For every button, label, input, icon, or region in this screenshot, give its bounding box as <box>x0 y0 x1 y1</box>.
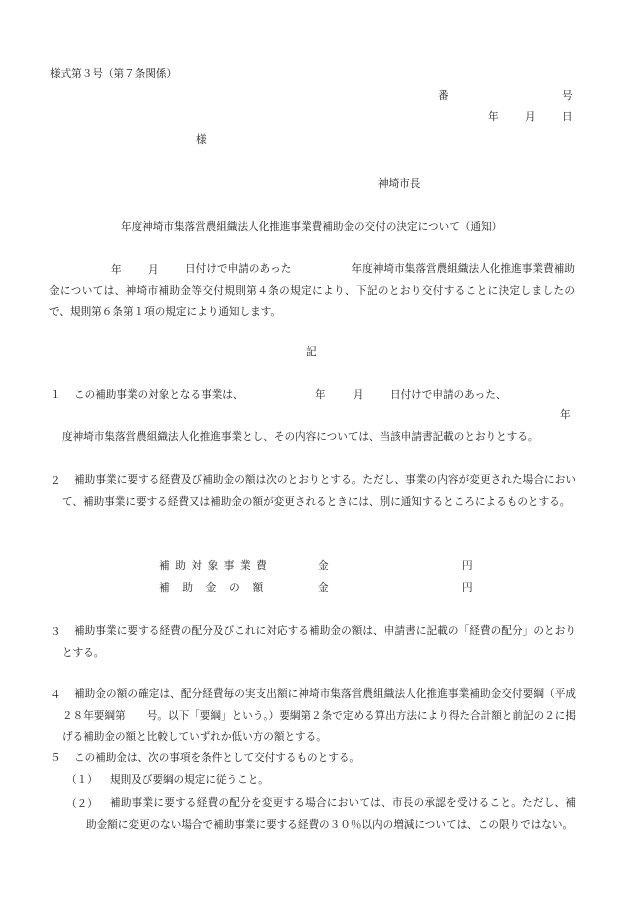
item5-sub1-text: 規則及び要綱の規定に従うこと。 <box>110 774 269 786</box>
item5-sub1-number: （１） <box>66 774 98 786</box>
amount-row1-kin: 金 <box>318 560 329 572</box>
item2-text: 補助事業に要する経費及び補助金の額は次のとおりとする。ただし、事業の内容が変更された場合において、補助事業に要する経費又は補助金の額が変更されるときには、別に通知するところによるものとする。 <box>62 474 576 508</box>
item5-number: ５ <box>50 752 61 764</box>
sender-name: 神埼市長 <box>378 178 421 190</box>
month-label: 月 <box>525 111 536 123</box>
amount-row2-label: 補助金の額 <box>159 582 276 594</box>
item1-month: 月 <box>353 389 364 401</box>
item4-number: ４ <box>50 689 61 701</box>
amount-row1-label: 補助対象事業費 <box>159 560 273 572</box>
year-label: 年 <box>488 111 499 123</box>
item1-number: １ <box>50 389 61 401</box>
item3-number: ３ <box>50 626 61 638</box>
document-title: 年度神埼市集落営農組織法人化推進事業費補助金の交付の決定について（通知） <box>121 221 503 233</box>
go-label: 号 <box>562 90 573 102</box>
item1-year: 年 <box>315 389 326 401</box>
form-label: 様式第３号（第７条関係） <box>50 68 178 80</box>
amount-row2-yen: 円 <box>462 582 473 594</box>
item5-sub2-text: 補助事業に要する経費の配分を変更する場合においては、市長の承認を受けること。ただし、補助金額に変更のない場合で補助事業に要する経費の３０％以内の増減については、この限りではない。 <box>86 797 576 831</box>
intro-year: 年 <box>111 264 122 276</box>
item4-text: 補助金の額の確定は、配分経費毎の実支出額に神埼市集落営農組織法人化推進事業補助金交付要綱（平成２８年要綱第 号。以下「要綱」という。）要綱第２条で定める算出方法により得た合計額と前記の２に掲げる補助金の額と比較していずれか低い方の額とする。 <box>62 688 576 743</box>
amount-row2-kin: 金 <box>318 582 329 594</box>
ban-label: 番 <box>438 90 449 102</box>
item2-number: ２ <box>50 475 61 487</box>
item3-text: 補助事業に要する経費の配分及びこれに対応する補助金の額は、申請書に記載の「経費の配分」のとおりとする。 <box>62 625 576 659</box>
item1-text-c: 年度神埼市集落営農組織法人化推進事業とし、その内容については、当該申請書記載のとおりとする。 <box>62 409 571 443</box>
ki-label: 記 <box>306 346 317 358</box>
recipient-sama: 様 <box>196 134 207 146</box>
intro-month: 月 <box>148 264 159 276</box>
amount-row1-yen: 円 <box>462 560 473 572</box>
intro-paragraph <box>49 259 575 324</box>
item5-sub2-number: （２） <box>66 798 98 810</box>
item1-text-b: 日付けで申請のあった、 <box>390 389 507 401</box>
day-label: 日 <box>562 111 573 123</box>
intro-date-tail: 日付けで申請のあった <box>185 263 292 275</box>
item1-text-a: この補助事業の対象となる事業は、 <box>74 389 244 401</box>
item5-text: この補助金は、次の事項を条件として交付するものとする。 <box>74 752 361 764</box>
intro-body: 年度神埼市集落営農組織法人化推進事業費補助金については、神埼市補助金等交付規則第４条の規定により、下記のとおり交付することに決定しましたので、規則第６条第１項の規定により通知します。 <box>49 263 575 318</box>
